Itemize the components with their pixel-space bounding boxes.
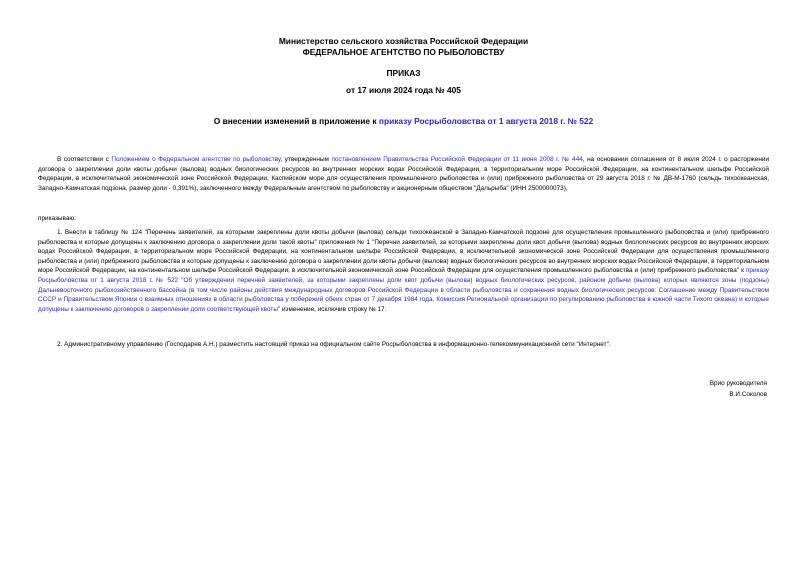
preamble-link-decree[interactable]: постановлением Правительства Российской Федерации от 11 июня 2008 г. № 444 <box>331 156 583 163</box>
document-title <box>0 116 807 126</box>
item-1-link-order[interactable]: приказу Росрыболовства от 1 августа 2018 г. № 522 "Об утверждении перечней заявителей, за которыми закреплены доли квот добычи (вылова) водных биологических ресурсов, районом добычи (вылова) которых являются зоны (подзоны) Дальневосточного рыбохозяйственного бассейна (в том числе районы действия международных договоров Российской Федерации в области рыболовства и сохранения водных биологических ресурсов: Соглашение между Правительством СССР и Правительством Японии о взаимных отношениях в области рыболовства у побережий обеих стран от 7 декабря 1984 года, Комиссия Региональной организации по регулированию рыболовства в южной части Тихого океана) и которые допущены к заключению договоров о закреплении доли соответствующей квоты" <box>38 267 769 313</box>
item-1-text-1: 1. Внести в таблицу № 124 "Перечень заявителей, за которыми закреплены доли квоты добычи (вылова) сельди тихоокеанской в Западно-Камчатской подзоне для осуществления промышленного рыболовства и (или) прибрежного рыболовства и которые допущены к заключению договора о закреплении доли такой квоты" приложения № 1 "Перечни заявителей, за которыми закреплены доли квот добычи (вылова) водных биологических ресурсов во внутренних морских водах Российской Федерации, в территориальном море Российской Федерации, на континентальном шельфе Российской Федерации, в исключительной экономической зоне Российской Федерации для осуществления промышленного рыболовства и (или) прибрежного рыболовства и которые допущены к заключению договора о закреплении доли квоты добычи (вылова) водных биологических ресурсов во внутренних морских водах Российской Федерации, в территориальном море Российской Федерации, на континентальном шельфе Российской Федерации, в исключительной экономической зоне Российской Федерации для осуществления промышленного рыболовства и (или) прибрежного рыболовства" к <box>38 229 769 275</box>
preamble-link-regulation[interactable]: Положением о Федеральном агентстве по рыболовству <box>111 156 281 163</box>
title-link[interactable]: приказу Росрыболовства от 1 августа 2018 г. № 522 <box>378 116 594 126</box>
preamble-text-1: В соответствии с <box>57 156 112 163</box>
title-prefix: О внесении изменений в приложение к <box>213 116 379 126</box>
signature-position: Врио руководителя <box>709 380 767 387</box>
order-word: приказываю: <box>38 215 76 222</box>
item-2-paragraph: 2. Административному управлению (Господарев А.Н.) разместить настоящий приказ на официальном сайте Росрыболовства в информационно-телекоммуникационной сети "Интернет". <box>57 341 611 348</box>
item-1-paragraph <box>38 228 769 314</box>
preamble-paragraph <box>38 155 769 193</box>
doc-date-number: от 17 июля 2024 года № 405 <box>346 85 461 95</box>
ministry-name: Министерство сельского хозяйства Российской Федерации <box>278 36 529 46</box>
signature-name: В.И.Соколов <box>729 391 767 398</box>
preamble-text-2: , утвержденным <box>280 156 332 163</box>
agency-name: ФЕДЕРАЛЬНОЕ АГЕНТСТВО ПО РЫБОЛОВСТВУ <box>302 47 505 57</box>
item-1-text-2: изменение, исключив строку № 17. <box>280 305 387 313</box>
doc-type: ПРИКАЗ <box>386 68 421 78</box>
preamble-text-3: , на основании соглашения от 8 июля 2024 г. о расторжении договора о закреплении доли квоты добычи (вылова) водных биологических ресурсов во внутренних морских водах Российской Федерации, в территориальном море Российской Федерации, на континентальном шельфе Российской Федерации, в исключительной экономической зоне Российской Федерации, Каспийском море для осуществления промышленного рыболовства и (или) прибрежного рыболовства от 29 августа 2018 г. № ДВ-М-1760 (сельдь тихоокеанская, Западно-Камчатская подзона, размер доли - 0,391%), заключенного между Федеральным агентством по рыболовству и акционерным обществом "Дальрыба" (ИНН 2500000073), <box>38 156 770 192</box>
